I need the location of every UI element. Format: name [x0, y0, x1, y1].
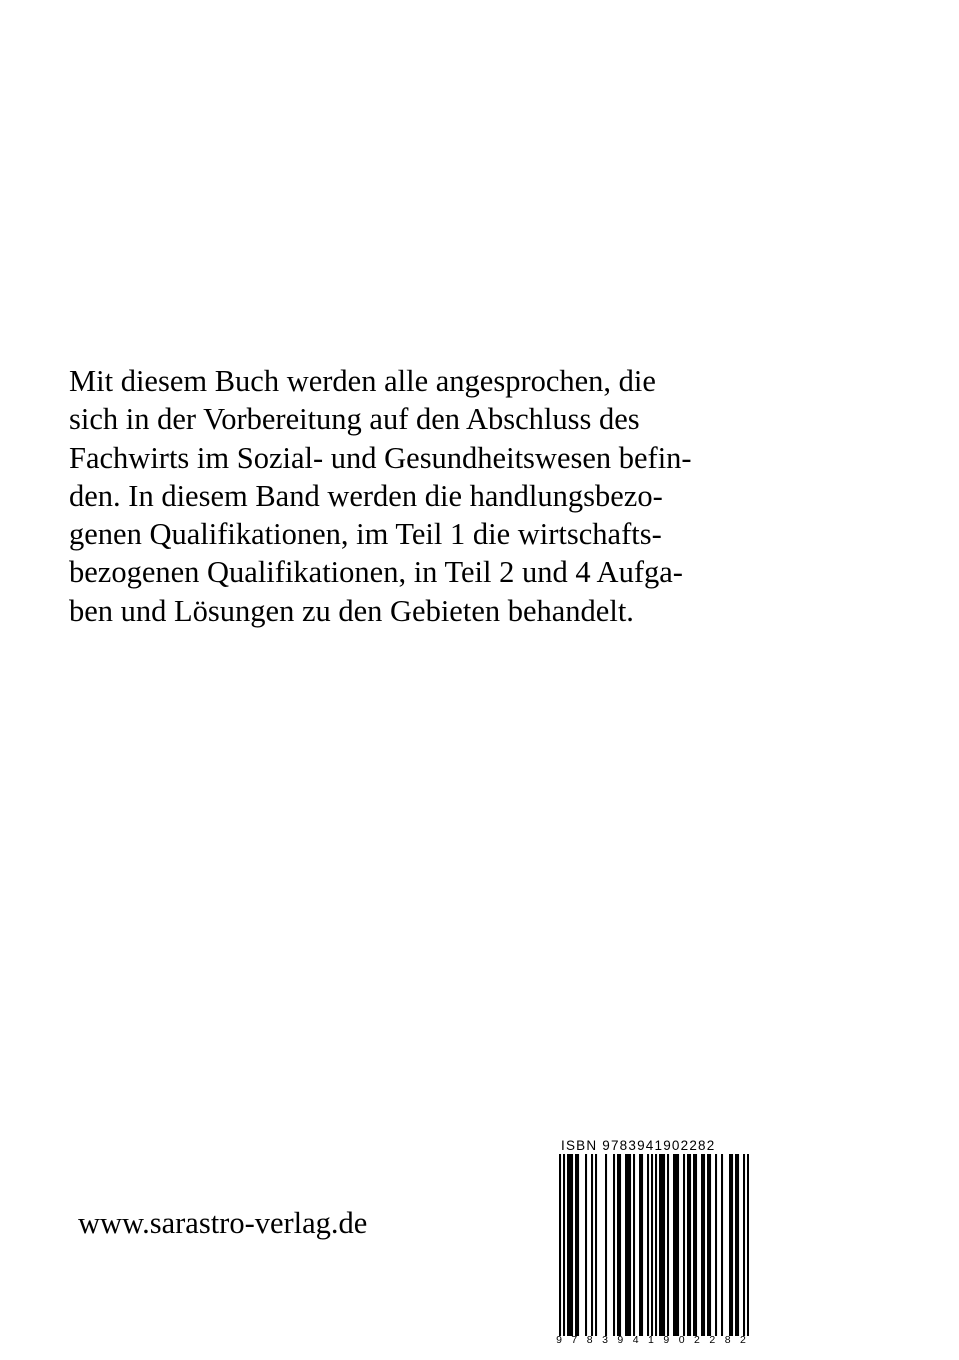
- barcode-digit: 4: [632, 1334, 639, 1346]
- barcode-bar: [651, 1154, 653, 1336]
- barcode-digit-row: [553, 1334, 749, 1346]
- barcode-bar: [647, 1154, 649, 1336]
- barcode-bar: [663, 1154, 665, 1336]
- barcode-bar: [683, 1154, 685, 1336]
- barcode-bar: [703, 1154, 705, 1336]
- barcode-bar: [729, 1154, 731, 1336]
- publisher-website: www.sarastro-verlag.de: [78, 1206, 368, 1240]
- barcode-bar: [591, 1154, 593, 1336]
- barcode-digit: 1: [648, 1334, 654, 1346]
- barcode-bar: [687, 1154, 689, 1336]
- barcode-bar: [585, 1154, 587, 1336]
- blurb-line: genen Qualifikationen, im Teil 1 die wirtschafts-: [69, 517, 662, 552]
- barcode-digit: 9: [617, 1334, 624, 1346]
- blurb-line: bezogenen Qualifikationen, in Teil 2 und 4 Aufga-: [69, 555, 683, 590]
- barcode-digit: 3: [602, 1334, 608, 1346]
- barcode-bar: [625, 1154, 627, 1336]
- barcode-bar: [617, 1154, 619, 1336]
- barcode-bar: [559, 1154, 561, 1336]
- barcode-bar: [633, 1154, 635, 1336]
- barcode-digit: 9: [663, 1334, 670, 1346]
- barcode-bar: [707, 1154, 709, 1336]
- barcode-bar: [605, 1154, 607, 1336]
- barcode-bar: [577, 1154, 579, 1336]
- barcode-bar: [661, 1154, 663, 1336]
- barcode-bar: [655, 1154, 657, 1336]
- blurb-line: den. In diesem Band werden die handlungsbezo-: [69, 478, 663, 513]
- barcode-digit: 0: [678, 1334, 685, 1346]
- barcode-digit: 2: [709, 1334, 716, 1346]
- barcode-bar: [575, 1154, 577, 1336]
- barcode-bar: [743, 1154, 745, 1336]
- barcode-bar: [709, 1154, 711, 1336]
- barcode-digit: 8: [586, 1334, 593, 1346]
- barcode-bar: [747, 1154, 749, 1336]
- barcode-bar: [569, 1154, 571, 1336]
- back-cover-blurb: [69, 362, 789, 630]
- blurb-line: ben und Lösungen zu den Gebieten behandelt.: [69, 593, 634, 628]
- barcode-bar: [689, 1154, 691, 1336]
- barcode-bar: [735, 1154, 737, 1336]
- barcode-bar: [613, 1154, 615, 1336]
- barcode-bar: [629, 1154, 631, 1336]
- blurb-line: sich in der Vorbereitung auf den Abschluss des: [69, 402, 640, 437]
- barcode-digit: 7: [571, 1334, 578, 1346]
- barcode-bar: [567, 1154, 569, 1336]
- barcode-bar: [675, 1154, 677, 1336]
- barcode-digit: 2: [740, 1334, 746, 1346]
- barcode-bar: [627, 1154, 629, 1336]
- barcode-bar: [639, 1154, 641, 1336]
- barcode-bar: [563, 1154, 565, 1336]
- barcode-bar: [731, 1154, 733, 1336]
- barcode-bar: [619, 1154, 621, 1336]
- barcode-bar: [641, 1154, 643, 1336]
- isbn-label: ISBN 9783941902282: [561, 1138, 716, 1153]
- barcode-bar: [677, 1154, 679, 1336]
- barcode-bar: [571, 1154, 573, 1336]
- barcode-bar: [667, 1154, 669, 1336]
- barcode-digit: 9: [556, 1334, 562, 1346]
- barcode-bar: [715, 1154, 717, 1336]
- barcode-digit: 8: [724, 1334, 731, 1346]
- isbn-barcode: [553, 1139, 753, 1349]
- barcode-digit: 2: [694, 1334, 700, 1346]
- blurb-line: Fachwirts im Sozial- und Gesundheitswesen befin-: [69, 440, 692, 475]
- barcode-bar: [659, 1154, 661, 1336]
- barcode-bar: [695, 1154, 697, 1336]
- barcode-bar: [721, 1154, 723, 1336]
- barcode-bar: [737, 1154, 739, 1336]
- barcode-bar: [693, 1154, 695, 1336]
- barcode-bar: [673, 1154, 675, 1336]
- barcode-bars: [559, 1154, 749, 1336]
- barcode-bar: [595, 1154, 597, 1336]
- blurb-line: Mit diesem Buch werden alle angesprochen, die: [69, 364, 656, 398]
- barcode-bar: [701, 1154, 703, 1336]
